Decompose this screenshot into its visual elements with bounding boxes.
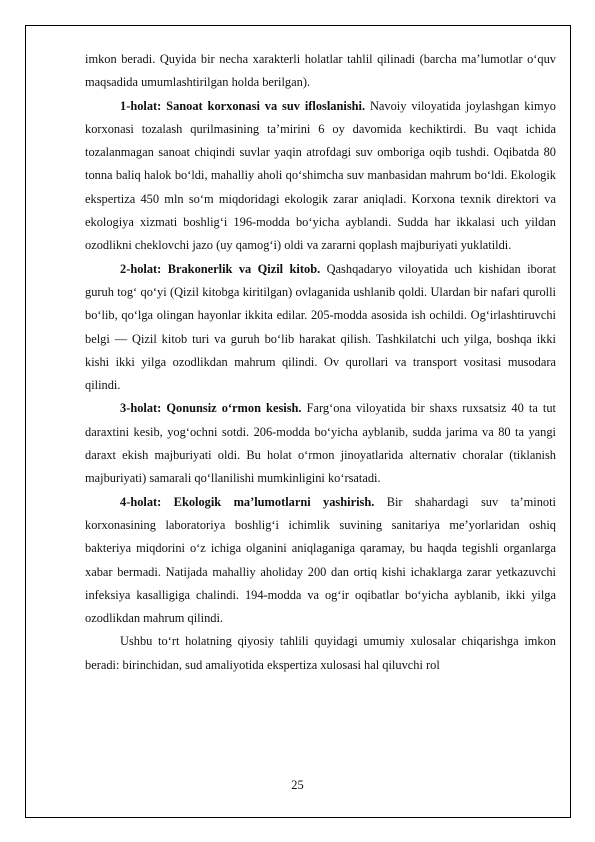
paragraph-case-3 (85, 397, 556, 490)
case-heading: 2-holat: Brakonerlik va Qizil kitob. (120, 261, 321, 276)
paragraph-text: Farg‘ona viloyatida bir shaxs ruxsatsiz 40 ta tut daraxtini kesib, yog‘ochni sotdi. 206-modda bo‘yicha ayblanib, sudda jarima va 80 ta yangi daraxt ekish majburiyati oldi. Bu holat o‘rmon jinoyatlarida alternativ choralar (tiklanish majburiyati) samarali qo‘llanilishi mumkinligini ko‘rsatadi. (85, 401, 556, 486)
paragraph-case-1 (85, 95, 556, 258)
case-heading: 1-holat: Sanoat korxonasi va suv ifloslanishi. (120, 98, 366, 113)
paragraph-case-4 (85, 491, 556, 631)
paragraph-intro-continuation (85, 48, 556, 95)
case-heading: 3-holat: Qonunsiz o‘rmon kesish. (120, 401, 302, 416)
paragraph-text: imkon beradi. Quyida bir necha xarakterli holatlar tahlil qilinadi (barcha ma’lumotlar o‘quv maqsadida umumlashtirilgan holda berilgan). (85, 52, 556, 90)
paragraph-text: Ushbu to‘rt holatning qiyosiy tahlili quyidagi umumiy xulosalar chiqarishga imkon beradi: birinchidan, sud amaliyotida ekspertiza xulosasi hal qiluvchi rol (85, 634, 556, 672)
page-number: 25 (291, 778, 304, 792)
paragraph-text: Navoiy viloyatida joylashgan kimyo korxonasi tozalash qurilmasining ta’mirini 6 oy davomida kechiktirdi. Bu vaqt ichida tozalanmagan sanoat chiqindi suvlar yaqin atrofdagi suv omboriga oqib tushdi. Oqibatda 80 tonna baliq halok bo‘ldi, mahalliy aholi qo‘shimcha suv manbasidan mahrum bo‘ldi. Ekologik ekspertiza 450 mln so‘m miqdoridagi ekologik zarar aniqladi. Korxona texnik direktori va ekologiya xizmati boshlig‘i 196-modda bo‘yicha ayblandi. Sudda har ikkalasi uch yildan ozodlikni cheklovchi jazo (uy qamog‘i) oldi va zararni qoplash majburiyati yuklatildi. (85, 98, 556, 253)
case-heading: 4-holat: Ekologik ma’lumotlarni yashirish. (120, 494, 375, 509)
paragraph-conclusion (85, 630, 556, 677)
document-body (85, 48, 556, 677)
paragraph-text: Qashqadaryo viloyatida uch kishidan iborat guruh tog‘ qo‘yi (Qizil kitobga kiritilgan) ovlaganida ushlanib qoldi. Ulardan bir nafari qurolli bo‘lib, qo‘lga olingan hayonlar ikkita edilar. 205-modda asosida ish ochildi. Og‘irlashtiruvchi belgi — Qizil kitob turi va guruh bo‘lib harakat qilish. Tashkilatchi uch yilga, boshqa ikki kishi ikki yilga ozodlikdan mahrum qilindi. Ov qurollari va transport vositasi musodara qilindi. (85, 261, 556, 393)
paragraph-case-2 (85, 258, 556, 398)
paragraph-text: Bir shahardagi suv ta’minoti korxonasining laboratoriya boshlig‘i ichimlik suvining sanitariya me’yorlaridan oshiq bakteriya miqdorini o‘z ichiga olganini aniqlaganiga qaramay, bu haqda tegishli organlarga xabar bermadi. Natijada mahalliy aholiday 200 dan ortiq kishi ichaklarga zarar yetkazuvchi infeksiya kasalligiga chalindi. 194-modda va og‘ir oqibatlar bo‘yicha ayblanib, ikki yilga ozodlikdan mahrum qilindi. (85, 494, 556, 626)
